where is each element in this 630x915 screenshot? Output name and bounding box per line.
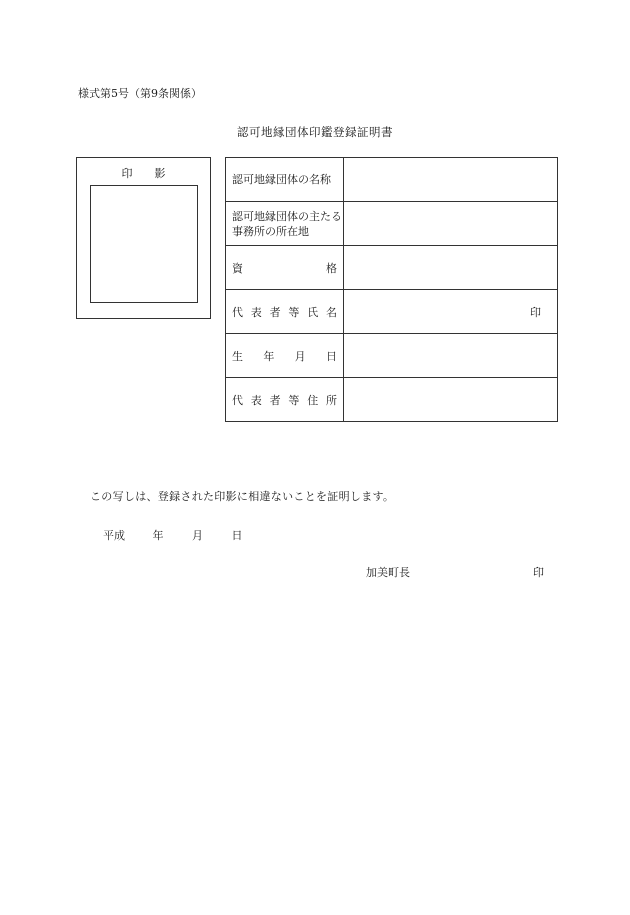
row-label [226, 246, 344, 290]
form-number: 様式第5号（第9条関係） [78, 87, 202, 100]
row-label-char: 表 [250, 393, 262, 407]
row-label [226, 334, 344, 378]
document-title: 認可地縁団体印鑑登録証明書 [237, 125, 393, 139]
row-label-char: 等 [288, 393, 300, 407]
table-row [226, 158, 558, 202]
row-label-char: 名 [325, 305, 337, 319]
date-era: 平成 [103, 529, 125, 542]
table-row [226, 290, 558, 334]
issuer-name: 加美町長 [366, 566, 410, 579]
row-value-field[interactable] [344, 290, 558, 334]
row-label-char: 者 [269, 393, 281, 407]
table-row [226, 202, 558, 246]
row-label-char: 格 [326, 261, 337, 275]
table-row [226, 246, 558, 290]
row-label-char: 氏 [307, 305, 319, 319]
row-label-char: 月 [294, 349, 306, 363]
registration-info-table [225, 157, 558, 422]
row-label [226, 158, 344, 202]
issuer-seal-mark: 印 [533, 566, 544, 579]
row-label [226, 202, 344, 246]
row-value-field[interactable] [344, 378, 558, 422]
row-label-char: 者 [269, 305, 281, 319]
seal-impression-box [76, 157, 211, 319]
row-label-char: 年 [263, 349, 275, 363]
row-label-text: 認可地縁団体の主たる事務所の所在地 [232, 209, 342, 238]
date-year: 年 [152, 529, 164, 542]
date-month: 月 [192, 529, 203, 542]
row-label-char: 表 [250, 305, 262, 319]
issue-date [103, 527, 243, 543]
row-value-field[interactable] [344, 158, 558, 202]
row-label-char: 代 [232, 393, 243, 407]
row-label-text: 認可地縁団体の名称 [232, 173, 331, 186]
row-value-field[interactable] [344, 334, 558, 378]
row-value-field[interactable] [344, 246, 558, 290]
seal-impression-label: 印 影 [121, 167, 166, 180]
row-label-char: 住 [307, 393, 319, 407]
row-label-char: 所 [325, 393, 337, 407]
row-label-char: 等 [288, 305, 300, 319]
row-label [226, 290, 344, 334]
representative-seal-mark: 印 [530, 305, 541, 319]
seal-impression-area [90, 185, 198, 303]
row-label [226, 378, 344, 422]
date-day: 日 [231, 529, 243, 542]
row-label-char: 日 [325, 349, 337, 363]
row-value-field[interactable] [344, 202, 558, 246]
table-row [226, 378, 558, 422]
table-row [226, 334, 558, 378]
row-label-char: 資 [232, 261, 243, 275]
row-label-char: 代 [232, 305, 243, 319]
row-label-char: 生 [232, 349, 243, 363]
certification-statement: この写しは、登録された印影に相違ないことを証明します。 [90, 490, 395, 503]
